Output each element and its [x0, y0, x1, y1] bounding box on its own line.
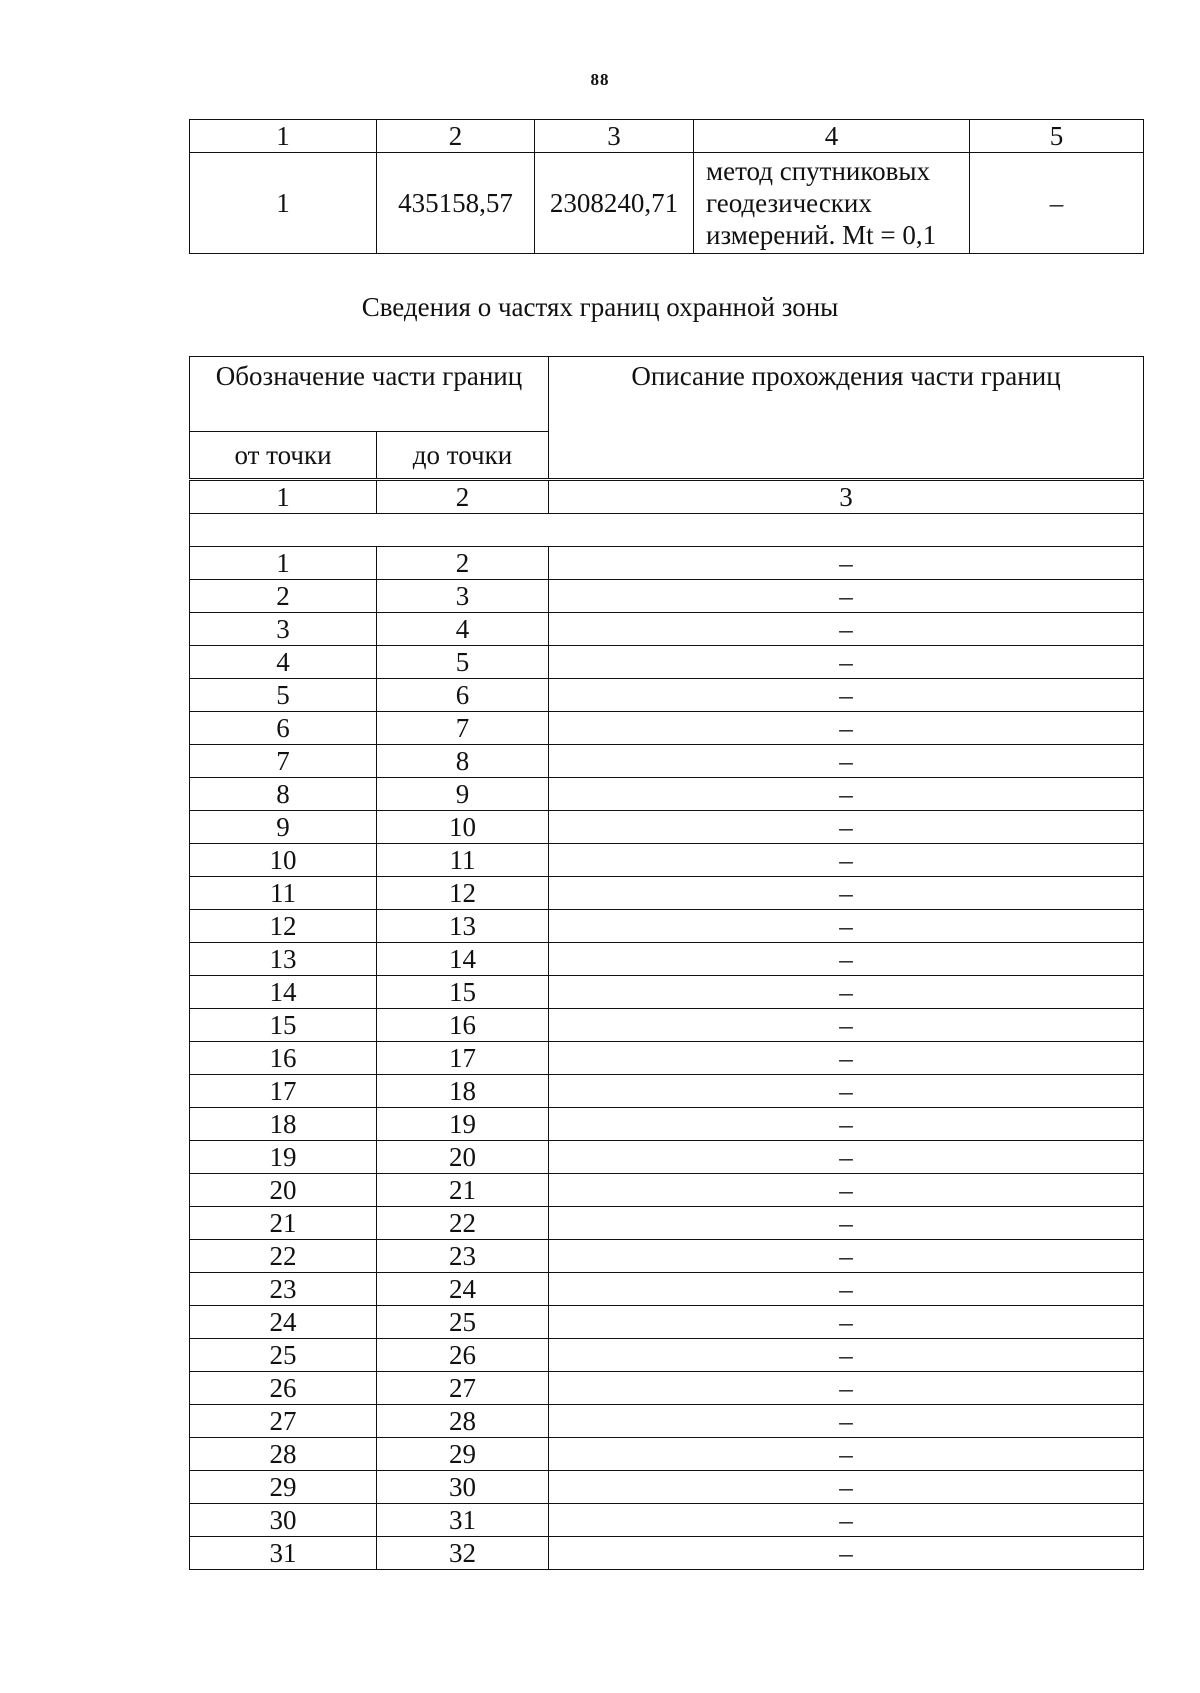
from-point-cell: 6	[190, 712, 377, 745]
column-number: 5	[970, 120, 1144, 153]
from-point-cell: 18	[190, 1108, 377, 1141]
to-point-cell: 23	[377, 1240, 549, 1273]
description-cell: –	[549, 613, 1144, 646]
to-point-cell: 15	[377, 976, 549, 1009]
to-point-cell: 9	[377, 778, 549, 811]
to-point-cell: 31	[377, 1504, 549, 1537]
description-cell: –	[549, 844, 1144, 877]
from-point-cell: 22	[190, 1240, 377, 1273]
description-cell: –	[549, 1273, 1144, 1306]
to-point-cell: 11	[377, 844, 549, 877]
table-row	[190, 613, 1144, 646]
from-point-cell: 13	[190, 943, 377, 976]
to-point-cell: 21	[377, 1174, 549, 1207]
section-title: Сведения о частях границ охранной зоны	[361, 292, 839, 322]
table-row	[190, 547, 1144, 580]
from-point-cell: 10	[190, 844, 377, 877]
to-point-cell: 30	[377, 1471, 549, 1504]
column-number: 2	[377, 481, 549, 514]
table-row	[190, 646, 1144, 679]
description-cell: –	[549, 1207, 1144, 1240]
description-cell: –	[549, 1438, 1144, 1471]
description-cell: –	[549, 943, 1144, 976]
description-cell: –	[549, 1339, 1144, 1372]
column-number: 3	[535, 120, 694, 153]
description-cell: –	[549, 712, 1144, 745]
table-row	[190, 1438, 1144, 1471]
from-point-cell: 25	[190, 1339, 377, 1372]
from-point-cell: 8	[190, 778, 377, 811]
blank-row	[190, 514, 1144, 547]
description-cell: –	[549, 1075, 1144, 1108]
table-row	[190, 976, 1144, 1009]
table-row	[190, 943, 1144, 976]
description-cell: –	[549, 1537, 1144, 1570]
table-row	[190, 1141, 1144, 1174]
table-row	[190, 1372, 1144, 1405]
table-row	[190, 1273, 1144, 1306]
table-row	[190, 1537, 1144, 1570]
coordinate-x: 435158,57	[377, 153, 535, 254]
from-point-cell: 7	[190, 745, 377, 778]
boundary-description-header: Описание прохождения части границ	[549, 357, 1144, 479]
column-number: 3	[549, 481, 1144, 514]
to-point-cell: 19	[377, 1108, 549, 1141]
to-point-cell: 6	[377, 679, 549, 712]
description-cell: –	[549, 1009, 1144, 1042]
column-number-row	[190, 481, 1144, 514]
description-cell: –	[549, 1372, 1144, 1405]
to-point-cell: 5	[377, 646, 549, 679]
table-row	[190, 910, 1144, 943]
method-line: метод спутниковых	[706, 156, 930, 186]
to-point-cell: 28	[377, 1405, 549, 1438]
table-row	[190, 745, 1144, 778]
from-point-cell: 2	[190, 580, 377, 613]
table-row	[190, 580, 1144, 613]
from-point-cell: 17	[190, 1075, 377, 1108]
determination-method	[694, 153, 970, 254]
from-point-cell: 29	[190, 1471, 377, 1504]
blank-cell	[190, 514, 1144, 547]
to-point-cell: 2	[377, 547, 549, 580]
description-cell: –	[549, 1174, 1144, 1207]
point-number: 1	[190, 153, 377, 254]
column-number: 4	[694, 120, 970, 153]
table-row	[190, 1207, 1144, 1240]
table-row	[190, 1504, 1144, 1537]
table-row	[190, 679, 1144, 712]
boundary-table-header	[189, 356, 1144, 479]
to-point-cell: 14	[377, 943, 549, 976]
description-cell: –	[549, 1405, 1144, 1438]
description-cell: –	[549, 1471, 1144, 1504]
table-row	[190, 877, 1144, 910]
from-point-cell: 24	[190, 1306, 377, 1339]
point-description: –	[970, 153, 1144, 254]
from-point-header: от точки	[190, 432, 377, 479]
description-cell: –	[549, 1240, 1144, 1273]
from-point-cell: 20	[190, 1174, 377, 1207]
table-row	[190, 1471, 1144, 1504]
table-row	[190, 1339, 1144, 1372]
from-point-cell: 4	[190, 646, 377, 679]
description-cell: –	[549, 745, 1144, 778]
description-cell: –	[549, 811, 1144, 844]
coordinate-y: 2308240,71	[535, 153, 694, 254]
from-point-cell: 1	[190, 547, 377, 580]
table-row	[190, 1009, 1144, 1042]
page-number: 88	[590, 70, 610, 89]
description-cell: –	[549, 1141, 1144, 1174]
from-point-cell: 31	[190, 1537, 377, 1570]
table-row	[190, 1108, 1144, 1141]
from-point-cell: 14	[190, 976, 377, 1009]
description-cell: –	[549, 646, 1144, 679]
to-point-cell: 18	[377, 1075, 549, 1108]
to-point-cell: 32	[377, 1537, 549, 1570]
from-point-cell: 23	[190, 1273, 377, 1306]
from-point-cell: 19	[190, 1141, 377, 1174]
table-row	[190, 811, 1144, 844]
to-point-cell: 24	[377, 1273, 549, 1306]
from-point-cell: 15	[190, 1009, 377, 1042]
to-point-cell: 17	[377, 1042, 549, 1075]
from-point-cell: 12	[190, 910, 377, 943]
coordinates-row	[190, 153, 1144, 254]
to-point-cell: 3	[377, 580, 549, 613]
to-point-cell: 26	[377, 1339, 549, 1372]
table-row	[190, 1075, 1144, 1108]
to-point-cell: 16	[377, 1009, 549, 1042]
to-point-cell: 12	[377, 877, 549, 910]
table-row	[190, 1405, 1144, 1438]
column-number: 2	[377, 120, 535, 153]
to-point-cell: 25	[377, 1306, 549, 1339]
from-point-cell: 21	[190, 1207, 377, 1240]
from-point-cell: 3	[190, 613, 377, 646]
description-cell: –	[549, 910, 1144, 943]
description-cell: –	[549, 778, 1144, 811]
to-point-cell: 7	[377, 712, 549, 745]
from-point-cell: 9	[190, 811, 377, 844]
description-cell: –	[549, 976, 1144, 1009]
to-point-cell: 22	[377, 1207, 549, 1240]
column-number: 1	[190, 481, 377, 514]
method-line: геодезических	[706, 188, 872, 218]
table-row	[190, 1042, 1144, 1075]
description-cell: –	[549, 1306, 1144, 1339]
to-point-header: до точки	[377, 432, 549, 479]
to-point-cell: 8	[377, 745, 549, 778]
from-point-cell: 27	[190, 1405, 377, 1438]
to-point-cell: 20	[377, 1141, 549, 1174]
table-row	[190, 1306, 1144, 1339]
to-point-cell: 27	[377, 1372, 549, 1405]
to-point-cell: 10	[377, 811, 549, 844]
from-point-cell: 30	[190, 1504, 377, 1537]
table-row	[190, 844, 1144, 877]
to-point-cell: 13	[377, 910, 549, 943]
table-row	[190, 1240, 1144, 1273]
from-point-cell: 5	[190, 679, 377, 712]
table-row	[190, 1174, 1144, 1207]
from-point-cell: 26	[190, 1372, 377, 1405]
boundary-table	[189, 480, 1144, 1570]
to-point-cell: 4	[377, 613, 549, 646]
table-row	[190, 712, 1144, 745]
from-point-cell: 16	[190, 1042, 377, 1075]
description-cell: –	[549, 679, 1144, 712]
description-cell: –	[549, 877, 1144, 910]
boundary-part-designation-header: Обозначение части границ	[190, 357, 549, 432]
description-cell: –	[549, 547, 1144, 580]
coordinates-header-row	[190, 120, 1144, 153]
column-number: 1	[190, 120, 377, 153]
to-point-cell: 29	[377, 1438, 549, 1471]
from-point-cell: 11	[190, 877, 377, 910]
description-cell: –	[549, 580, 1144, 613]
method-line: измерений. Mt = 0,1	[706, 220, 937, 250]
from-point-cell: 28	[190, 1438, 377, 1471]
table-row	[190, 778, 1144, 811]
description-cell: –	[549, 1504, 1144, 1537]
coordinates-table	[189, 119, 1144, 254]
description-cell: –	[549, 1042, 1144, 1075]
description-cell: –	[549, 1108, 1144, 1141]
